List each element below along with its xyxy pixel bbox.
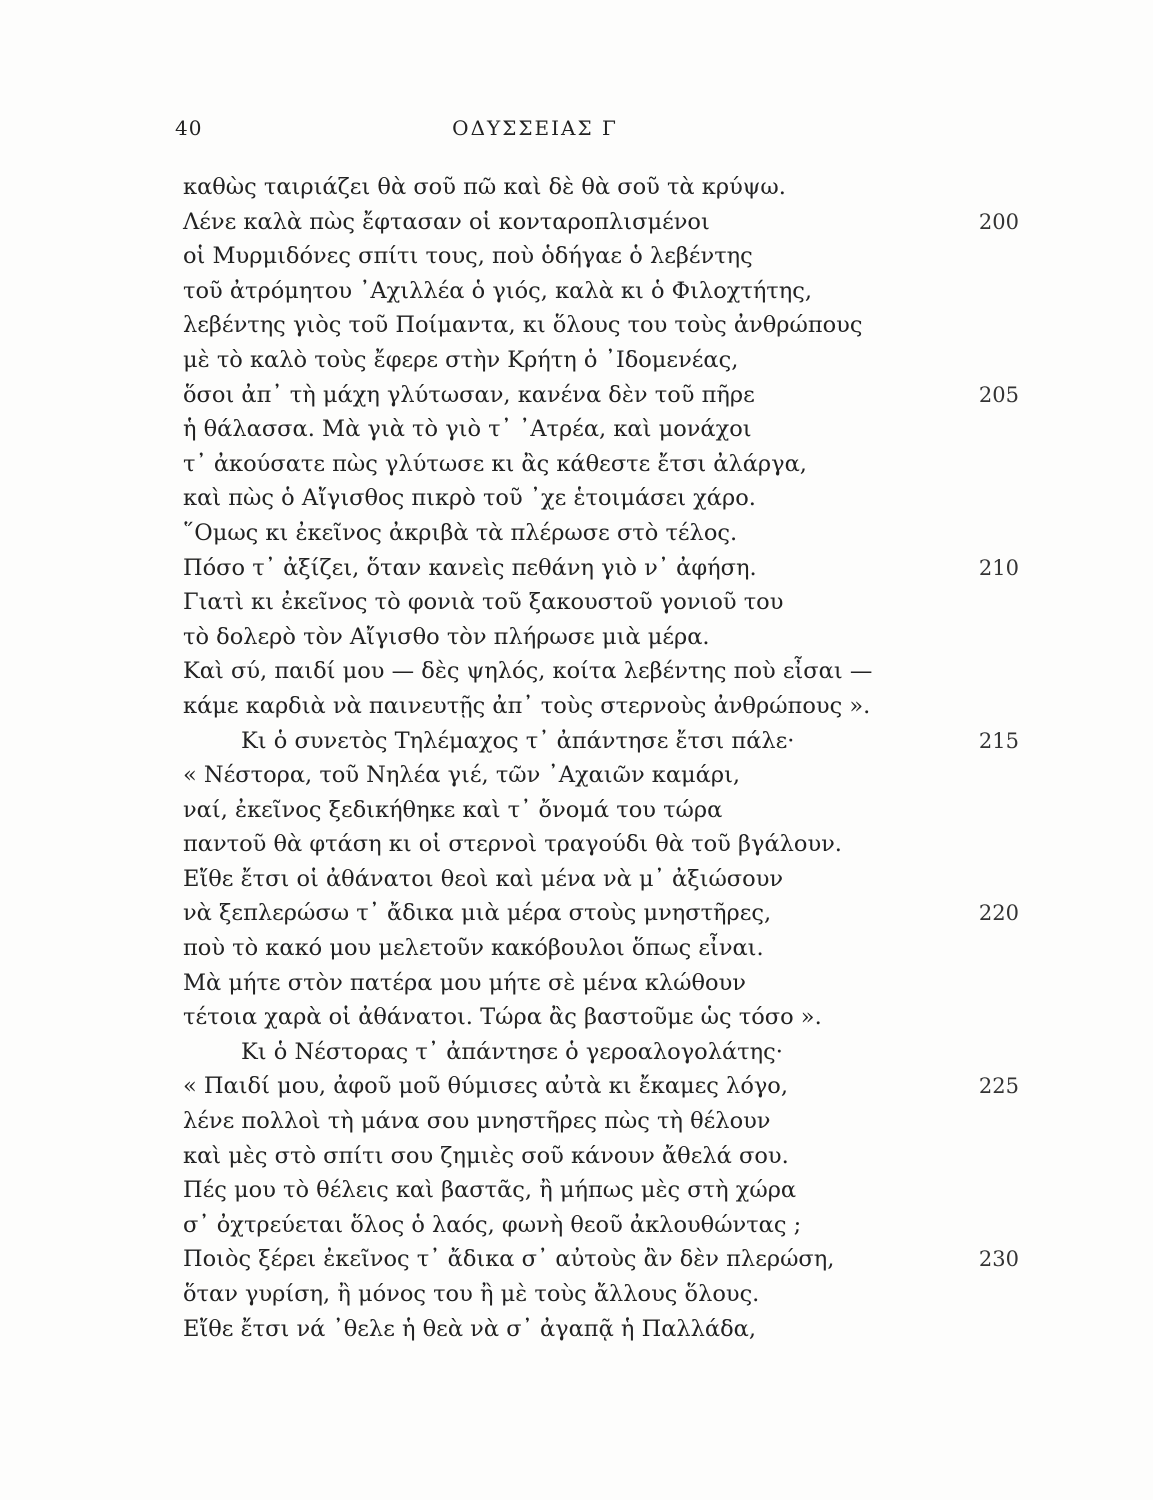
verse-text: Λένε καλὰ πὼς ἔφτασαν οἱ κονταροπλισμένοι: [183, 208, 710, 235]
verse-line: [183, 1035, 1043, 1070]
verse-text: Εἴθε ἔτσι νά ᾿θελε ἡ θεὰ νὰ σ᾿ ἀγαπᾷ ἡ Παλλάδα,: [183, 1315, 756, 1342]
verse-line: [183, 585, 1043, 620]
verse-text: Πές μου τὸ θέλεις καὶ βαστᾶς, ἢ μήπως μὲς στὴ χώρα: [183, 1177, 797, 1204]
verse-text: Καὶ σύ, παιδί μου — δὲς ψηλός, κοίτα λεβέντης ποὺ εἶσαι —: [183, 658, 873, 685]
verse-text: οἱ Μυρμιδόνες σπίτι τους, ποὺ ὁδήγαε ὁ λεβέντης: [183, 243, 753, 270]
verse-line: [183, 620, 1043, 655]
verse-line: [183, 274, 1043, 309]
verse-line: [183, 827, 1043, 862]
verse-text: καὶ πὼς ὁ Αἴγισθος πικρὸ τοῦ ᾿χε ἑτοιμάσει χάρο.: [183, 485, 756, 512]
verse-text: « Νέστορα, τοῦ Νηλέα γιέ, τῶν ᾿Αχαιῶν καμάρι,: [183, 762, 741, 789]
verse-line: [183, 966, 1043, 1001]
line-number: 220: [978, 901, 1019, 926]
running-title: ΟΔΥΣΣΕΙΑΣ Γ: [452, 116, 618, 140]
verse-line: [183, 724, 1043, 759]
verse-line: [183, 793, 1043, 828]
verse-text: Κι ὁ Νέστορας τ᾿ ἀπάντησε ὁ γεροαλογολάτης·: [241, 1038, 783, 1065]
verse-line: [183, 1277, 1043, 1312]
page-number: 40: [175, 116, 203, 140]
verse-line: [183, 481, 1043, 516]
verse-line: [183, 308, 1043, 343]
verse-line: [183, 551, 1043, 586]
verse-text: μὲ τὸ καλὸ τοὺς ἔφερε στὴν Κρήτη ὁ ᾿Ιδομενέας,: [183, 346, 739, 373]
verse-text: Ποιὸς ξέρει ἐκεῖνος τ᾿ ἄδικα σ᾿ αὐτοὺς ἂν δὲν πλερώση,: [183, 1246, 835, 1273]
page-header: [175, 116, 895, 146]
verse-text: τ᾿ ἀκούσατε πὼς γλύτωσε κι ἂς κάθεστε ἔτσι ἀλάργα,: [183, 450, 807, 477]
line-number: 225: [978, 1074, 1019, 1099]
verse-line: [183, 378, 1043, 413]
verse-text: τὸ δολερὸ τὸν Αἴγισθο τὸν πλήρωσε μιὰ μέρα.: [183, 623, 710, 650]
verse-line: [183, 1173, 1043, 1208]
verse-line: [183, 239, 1043, 274]
verse-line: [183, 931, 1043, 966]
verse-text: Πόσο τ᾿ ἀξίζει, ὅταν κανεὶς πεθάνη γιὸ ν᾿ ἀφήση.: [183, 554, 757, 581]
verse-text: λένε πολλοὶ τὴ μάνα σου μνηστῆρες πὼς τὴ θέλουν: [183, 1108, 771, 1135]
verse-text: λεβέντης γιὸς τοῦ Ποίμαντα, κι ὅλους του τοὺς ἀνθρώπους: [183, 312, 863, 339]
verse-line: [183, 1242, 1043, 1277]
verse-text: ὅσοι ἀπ᾿ τὴ μάχη γλύτωσαν, κανένα δὲν τοῦ πῆρε: [183, 381, 755, 408]
verse-text: καὶ μὲς στὸ σπίτι σου ζημιὲς σοῦ κάνουν ἄθελά σου.: [183, 1142, 789, 1169]
verse-text: Εἴθε ἔτσι οἱ ἀθάνατοι θεοὶ καὶ μένα νὰ μ᾿ ἀξιώσουν: [183, 865, 784, 892]
verse-line: [183, 896, 1043, 931]
verse-text: σ᾿ ὀχτρεύεται ὅλος ὁ λαός, φωνὴ θεοῦ ἀκλουθώντας ;: [183, 1211, 802, 1238]
verse-line: [183, 205, 1043, 240]
verse-line: [183, 447, 1043, 482]
verse-text: Μὰ μήτε στὸν πατέρα μου μήτε σὲ μένα κλώθουν: [183, 969, 746, 996]
verse-text: ὅταν γυρίση, ἢ μόνος του ἢ μὲ τοὺς ἄλλους ὅλους.: [183, 1281, 760, 1307]
verse-line: [183, 412, 1043, 447]
verse-text: νὰ ξεπλερώσω τ᾿ ἄδικα μιὰ μέρα στοὺς μνηστῆρες,: [183, 900, 772, 927]
verse-text: ποὺ τὸ κακό μου μελετοῦν κακόβουλοι ὅπως εἶναι.: [183, 935, 764, 962]
verse-text: ναί, ἐκεῖνος ξεδικήθηκε καὶ τ᾿ ὄνομά του τώρα: [183, 796, 723, 823]
verse-text: « Παιδί μου, ἀφοῦ μοῦ θύμισες αὐτὰ κι ἔκαμες λόγο,: [183, 1073, 789, 1100]
verse-text: ἡ θάλασσα. Μὰ γιὰ τὸ γιὸ τ᾿ ᾿Ατρέα, καὶ μονάχοι: [183, 416, 752, 443]
line-number: 205: [978, 382, 1019, 407]
verse-text: Κι ὁ συνετὸς Τηλέμαχος τ᾿ ἀπάντησε ἔτσι πάλε·: [241, 727, 795, 754]
line-number: 215: [978, 728, 1019, 753]
verse-text: παντοῦ θὰ φτάση κι οἱ στερνοὶ τραγούδι θὰ τοῦ βγάλουν.: [183, 831, 842, 858]
line-number: 210: [978, 555, 1019, 580]
verse-line: [183, 1000, 1043, 1035]
verse-line: [183, 654, 1043, 689]
verse-line: [183, 516, 1043, 551]
verse-line: [183, 1104, 1043, 1139]
verse-text: τοῦ ἀτρόμητου ᾿Αχιλλέα ὁ γιός, καλὰ κι ὁ Φιλοχτήτης,: [183, 277, 812, 304]
verse-line: [183, 1312, 1043, 1347]
verse-text: Γιατὶ κι ἐκεῖνος τὸ φονιὰ τοῦ ξακουστοῦ γονιοῦ του: [183, 589, 784, 616]
verse-line: [183, 758, 1043, 793]
verse-line: [183, 689, 1043, 724]
line-number: 200: [978, 209, 1019, 234]
verse-text: κάμε καρδιὰ νὰ παινευτῇς ἀπ᾿ τοὺς στερνοὺς ἀνθρώπους ».: [183, 692, 871, 719]
verse-line: [183, 862, 1043, 897]
verse-line: [183, 1139, 1043, 1174]
verse-line: [183, 1208, 1043, 1243]
verse-text: τέτοια χαρὰ οἱ ἀθάνατοι. Τώρα ἂς βαστοῦμε ὡς τόσο ».: [183, 1004, 822, 1031]
verse-text: καθὼς ταιριάζει θὰ σοῦ πῶ καὶ δὲ θὰ σοῦ τὰ κρύψω.: [183, 174, 786, 200]
verse-line: [183, 1069, 1043, 1104]
verse-line: [183, 343, 1043, 378]
verse-text: ῞Ομως κι ἐκεῖνος ἀκριβὰ τὰ πλέρωσε στὸ τέλος.: [183, 519, 738, 546]
verse-block: [183, 170, 1043, 1346]
line-number: 230: [978, 1247, 1019, 1272]
verse-line: [183, 170, 1043, 205]
